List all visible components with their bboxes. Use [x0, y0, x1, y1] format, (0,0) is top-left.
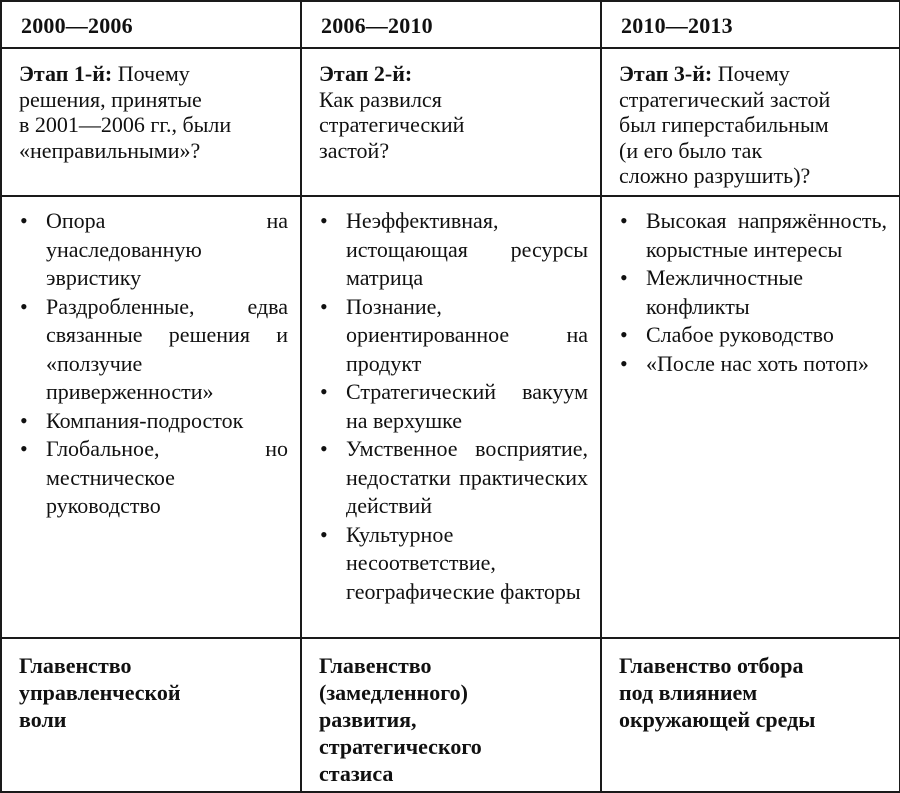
list-item: • Умственное восприятие, недостатки практических действий [320, 436, 588, 518]
list-item: • Культурное несоответствие, географические факторы [320, 521, 581, 604]
list-item: • Опора на унаследованную эвристику [20, 208, 288, 290]
factor-list-2 [318, 207, 588, 606]
factors-cell-1 [1, 196, 301, 638]
bullet-icon: • [20, 436, 28, 461]
factor-list-3 [618, 207, 887, 378]
question-cell-2 [301, 48, 601, 196]
question-text-2: Как развился стратегический застой? [319, 86, 465, 163]
list-item: • Компания-подросток [18, 407, 288, 436]
factors-cell-3 [601, 196, 900, 638]
period-header-3: 2010—2013 [601, 1, 900, 48]
result-cell-2: Главенство (замедленного) развития, стратегического стазиса [301, 638, 601, 792]
result-cell-1: Главенство управленческой воли [1, 638, 301, 792]
bullet-icon: • [20, 293, 28, 319]
list-item: • «После нас хоть потоп» [618, 350, 887, 379]
period-header-1: 2000—2006 [1, 1, 301, 48]
list-item: • Межличностные конфликты [620, 265, 804, 319]
bullet-icon: • [320, 293, 328, 319]
result-row [1, 638, 900, 792]
stage-label-3: Этап 3-й: [619, 61, 713, 86]
bullet-icon: • [320, 208, 328, 233]
bullet-icon: • [620, 350, 628, 376]
list-item: • Раздробленные, едва связанные решения и «ползучие приверженности» [20, 293, 288, 404]
list-item: • Глобальное, но местническое руководство [20, 436, 288, 518]
list-item: • Познание, ориентированное на продукт [320, 293, 588, 376]
factors-cell-2 [301, 196, 601, 638]
bullet-icon: • [20, 208, 28, 233]
stage-label-2: Этап 2-й: [319, 61, 413, 86]
bullet-icon: • [620, 265, 628, 290]
question-row [1, 48, 900, 196]
list-item: • Стратегический вакуум на верхушке [320, 379, 588, 433]
list-item: • Неэффективная, истощающая ресурсы матрица [320, 208, 588, 290]
stage-label-1: Этап 1-й: [19, 61, 113, 86]
question-text-3: Почему стратегический застой был гиперстабильным (и его было так сложно разрушить)? [619, 61, 831, 188]
bullet-icon: • [320, 379, 328, 404]
list-item: • Слабое руководство [618, 321, 887, 350]
bullet-icon: • [320, 521, 328, 547]
question-text-1: Почему решения, принятые в 2001—2006 гг., были «неправильными»? [19, 61, 232, 163]
question-cell-1 [1, 48, 301, 196]
question-cell-3 [601, 48, 900, 196]
bullet-icon: • [320, 436, 328, 461]
bullet-icon: • [620, 208, 628, 233]
result-cell-3: Главенство отбора под влиянием окружающей среды [601, 638, 900, 792]
factor-list-1 [18, 207, 288, 521]
bullet-icon: • [20, 407, 28, 433]
period-header-row [1, 1, 900, 48]
period-header-2: 2006—2010 [301, 1, 601, 48]
factors-row [1, 196, 900, 638]
bullet-icon: • [620, 322, 628, 347]
list-item: • Высокая напряжённость, корыстные интересы [620, 208, 887, 262]
